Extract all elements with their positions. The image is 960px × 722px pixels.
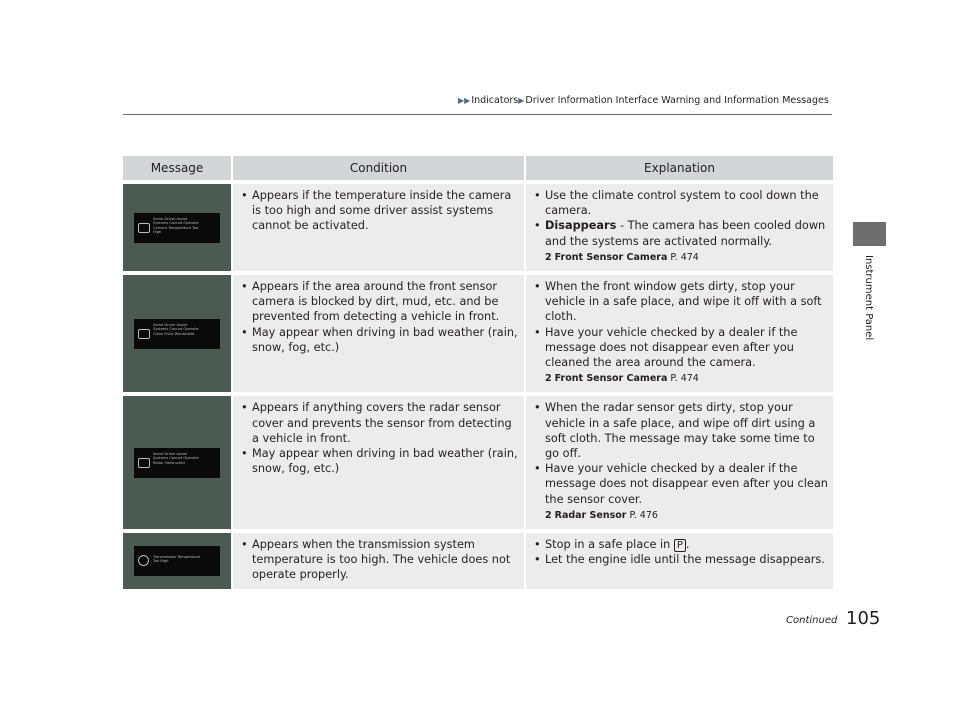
message-image <box>123 271 233 392</box>
arrow-icon: ▶▶ <box>458 96 471 105</box>
list-item: • Appears when the transmission system temperature is too high. The vehicle does not operate properly. <box>239 537 520 583</box>
table-row <box>123 180 833 271</box>
explanation-cell <box>526 529 833 589</box>
condition-cell <box>233 180 526 271</box>
reference-icon: 2 <box>545 251 552 263</box>
message-image <box>123 392 233 529</box>
reference-icon: 2 <box>545 373 552 385</box>
list-item: • Appears if anything covers the radar sensor cover and prevents the sensor from detecting a vehicle in front. <box>239 400 520 446</box>
header-message: Message <box>123 156 233 180</box>
section-label: Instrument Panel <box>863 255 874 341</box>
arrow-icon: ▶ <box>518 96 525 105</box>
list-item: • Stop in a safe place in P . <box>532 537 829 552</box>
list-item: • Disappears - The camera has been cooled down and the systems are activated normally. <box>532 218 829 248</box>
table-row <box>123 392 833 529</box>
message-image <box>123 180 233 271</box>
list-item: • May appear when driving in bad weather (rain, snow, fog, etc.) <box>239 446 520 476</box>
camera-warning-icon <box>138 223 150 233</box>
page-reference[interactable]: 2 Radar Sensor P. 476 <box>545 509 658 521</box>
message-table <box>123 156 833 589</box>
page-number: 105 <box>846 608 881 629</box>
header-divider <box>123 114 832 115</box>
list-item: • Have your vehicle checked by a dealer if the message does not disappear even after you cleaned the area around the camera. <box>532 325 829 371</box>
header-explanation: Explanation <box>526 156 833 180</box>
reference-icon: 2 <box>545 509 552 521</box>
explanation-cell <box>526 180 833 271</box>
page-reference[interactable]: 2 Front Sensor Camera P. 474 <box>545 251 699 263</box>
list-item: • May appear when driving in bad weather (rain, snow, fog, etc.) <box>239 325 520 355</box>
display-screen: Some Driver Assist Systems Cannot Operate: Camera Temperature Too High <box>134 213 220 243</box>
display-screen: Transmission Temperature Too High <box>134 546 220 576</box>
list-item: • Appears if the temperature inside the camera is too high and some driver assist systems cannot be activated. <box>239 188 520 234</box>
header-condition: Condition <box>233 156 526 180</box>
breadcrumb <box>458 95 829 106</box>
condition-cell <box>233 271 526 392</box>
display-screen: Some Driver Assist Systems Cannot Operate: Clean Front Windshield <box>134 319 220 349</box>
camera-blocked-icon <box>138 329 150 339</box>
list-item: • When the front window gets dirty, stop your vehicle in a safe place, and wipe it off with a soft cloth. <box>532 279 829 325</box>
breadcrumb-item[interactable]: Driver Information Interface Warning and Information Messages <box>525 95 829 106</box>
list-item: • Appears if the area around the front sensor camera is blocked by dirt, mud, etc. and be prevented from detecting a vehicle in front. <box>239 279 520 325</box>
section-tab <box>853 222 886 246</box>
condition-cell <box>233 529 526 589</box>
table-row <box>123 529 833 589</box>
display-screen: Some Driver Assist Systems Cannot Operate: Radar Obstructed <box>134 448 220 478</box>
radar-warning-icon <box>138 458 150 468</box>
condition-cell <box>233 392 526 529</box>
list-item: • Let the engine idle until the message disappears. <box>532 552 829 567</box>
page-reference[interactable]: 2 Front Sensor Camera P. 474 <box>545 373 699 385</box>
explanation-cell <box>526 392 833 529</box>
list-item: • When the radar sensor gets dirty, stop your vehicle in a safe place, and wipe off dirt using a soft cloth. The message may take some time to go off. <box>532 400 829 461</box>
message-image <box>123 529 233 589</box>
explanation-cell <box>526 271 833 392</box>
breadcrumb-item[interactable]: Indicators <box>471 95 519 106</box>
park-gear-icon: P <box>674 539 686 552</box>
list-item: • Use the climate control system to cool down the camera. <box>532 188 829 218</box>
list-item: • Have your vehicle checked by a dealer if the message does not disappear even after you clean the sensor cover. <box>532 461 829 507</box>
transmission-info-icon <box>138 555 149 566</box>
table-row <box>123 271 833 392</box>
continued-label: Continued <box>786 615 838 626</box>
